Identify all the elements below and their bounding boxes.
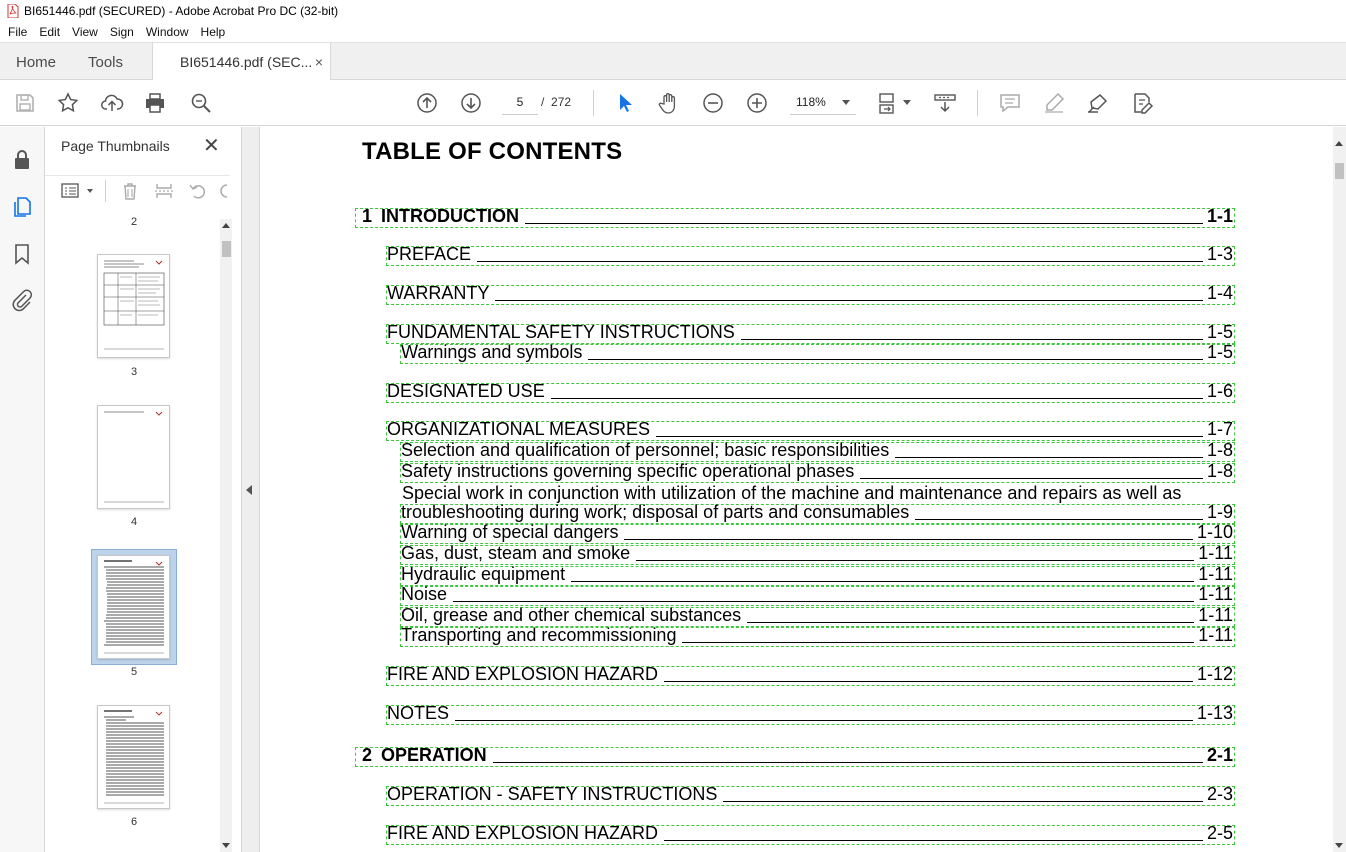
toc-leader-line [453, 601, 1194, 602]
panel-close-icon[interactable]: ✕ [203, 135, 220, 157]
tab-document[interactable] [152, 43, 331, 81]
toc-entry-title: FUNDAMENTAL SAFETY INSTRUCTIONS [387, 322, 735, 342]
toc-entry-title: PREFACE [387, 244, 472, 264]
title-bar [0, 0, 1346, 22]
page-count [541, 95, 571, 109]
toc-page-number: 1-11 [1198, 584, 1233, 604]
toc-leader-line [495, 300, 1203, 301]
menu-bar [0, 22, 1346, 42]
zoom-out-icon[interactable] [701, 91, 725, 115]
toc-entry-title: Gas, dust, steam and smoke [401, 543, 631, 563]
zoom-in-icon[interactable] [745, 91, 769, 115]
toc-page-number: 1-8 [1206, 440, 1233, 460]
toc-page-number: 1-6 [1206, 381, 1233, 401]
extract-page-icon[interactable] [154, 181, 174, 201]
thumbnail-preview [98, 406, 169, 508]
upload-cloud-icon[interactable] [100, 91, 124, 115]
thumbnail-page-label: 6 [130, 816, 138, 828]
toc-page-number: 1-7 [1206, 419, 1233, 439]
toc-entry-title-continued: Special work in conjunction with utilization of the machine and maintenance and repairs as well as [402, 483, 1182, 503]
toc-entry[interactable] [386, 246, 1235, 266]
toc-page-number: 1-11 [1198, 625, 1233, 645]
scroll-up-icon[interactable] [222, 223, 230, 228]
toc-entry[interactable] [400, 586, 1235, 606]
scroll-mode-icon[interactable] [933, 91, 957, 115]
document-heading: TABLE OF CONTENTS [362, 138, 623, 165]
toc-entry-title: WARRANTY [387, 283, 490, 303]
toc-entry[interactable] [400, 566, 1235, 586]
options-menu-icon[interactable] [61, 181, 83, 201]
toc-entry-title: Selection and qualification of personnel; basic responsibilities [401, 440, 890, 460]
toc-leader-line [656, 436, 1203, 437]
rotate-right-icon[interactable] [219, 181, 230, 201]
scroll-down-icon[interactable] [222, 843, 230, 848]
thumbnail-preview [98, 706, 169, 808]
toolbar-divider [593, 90, 594, 116]
toc-entry[interactable] [400, 545, 1235, 565]
page-separator: / [541, 95, 545, 109]
scroll-up-icon[interactable] [1335, 141, 1343, 146]
left-navigation-rail [0, 127, 45, 852]
previous-page-icon[interactable] [415, 91, 439, 115]
toc-leader-line [493, 762, 1203, 763]
toc-entry-title: DESIGNATED USE [387, 381, 545, 401]
delete-page-icon[interactable] [120, 181, 140, 201]
toc-entry[interactable] [400, 627, 1235, 647]
options-dropdown-icon[interactable] [87, 189, 93, 193]
toc-chapter-number: 1 [362, 206, 373, 226]
toc-entry-title: Noise [401, 584, 448, 604]
toc-leader-line [525, 223, 1203, 224]
thumbnail-page-label: 5 [130, 666, 138, 678]
panel-collapse-handle[interactable] [242, 127, 260, 852]
toc-page-number: 1-1 [1206, 206, 1233, 226]
tab-document-label: BI651446.pdf (SEC... [180, 54, 313, 70]
thumbnail-page-label: 3 [130, 366, 138, 378]
attachments-paperclip-icon[interactable] [10, 288, 34, 312]
toc-leader-line [624, 539, 1193, 540]
save-icon[interactable] [13, 91, 37, 115]
toc-entry[interactable] [386, 666, 1235, 686]
pdf-app-icon [7, 4, 19, 18]
page-number-input[interactable]: 5 [502, 91, 538, 115]
toc-entry-title: FIRE AND EXPLOSION HAZARD [387, 664, 659, 684]
toc-entry[interactable] [386, 705, 1235, 725]
comment-icon[interactable] [998, 91, 1022, 115]
document-view[interactable] [260, 127, 1333, 852]
toc-page-number: 2-1 [1206, 745, 1233, 765]
toc-leader-line [723, 801, 1203, 802]
print-icon[interactable] [143, 91, 167, 115]
toc-leader-line [895, 457, 1203, 458]
toc-entry[interactable] [400, 463, 1235, 483]
toc-leader-line [636, 560, 1194, 561]
thumbnail-page-label: 2 [130, 216, 138, 228]
tab-bar [0, 42, 1346, 80]
toc-entry-title: troubleshooting during work; disposal of parts and consumables [401, 502, 910, 522]
select-cursor-icon[interactable] [613, 91, 637, 115]
next-page-icon[interactable] [459, 91, 483, 115]
toc-entry-title: NOTES [387, 703, 450, 723]
page-thumbnail[interactable] [97, 405, 170, 509]
toc-leader-line [860, 478, 1203, 479]
toc-entry[interactable] [386, 421, 1235, 441]
toc-entry[interactable] [400, 442, 1235, 462]
toc-entry[interactable] [386, 786, 1235, 806]
toc-entry-title: Warning of special dangers [401, 522, 619, 542]
toc-page-number: 1-11 [1198, 564, 1233, 584]
toc-leader-line [915, 519, 1203, 520]
toc-entry-title: Oil, grease and other chemical substances [401, 605, 742, 625]
toc-page-number: 1-11 [1198, 543, 1233, 563]
window-title: BI651446.pdf (SECURED) - Adobe Acrobat Pro DC (32-bit) [24, 4, 339, 18]
toc-leader-line [455, 720, 1193, 721]
zoom-level-value: 118% [796, 95, 826, 109]
toc-entry[interactable] [355, 208, 1235, 228]
toc-page-number: 1-9 [1206, 502, 1233, 522]
toc-leader-line [682, 642, 1194, 643]
toc-page-number: 1-8 [1206, 461, 1233, 481]
scrollbar-thumb[interactable] [1335, 163, 1344, 179]
tab-tools[interactable]: Tools [88, 53, 124, 71]
toc-entry[interactable] [400, 344, 1235, 364]
bookmarks-icon[interactable] [10, 242, 34, 266]
hand-tool-icon[interactable] [657, 91, 681, 115]
toc-page-number: 2-5 [1206, 823, 1233, 843]
toc-entry-title: OPERATION - SAFETY INSTRUCTIONS [387, 784, 718, 804]
collapse-arrow-icon [246, 485, 252, 495]
toc-leader-line [571, 581, 1194, 582]
toc-entry-title: Hydraulic equipment [401, 564, 566, 584]
page-thumbnail[interactable] [97, 705, 170, 809]
page-fit-icon[interactable] [876, 91, 900, 115]
page-fit-dropdown-icon[interactable] [903, 100, 911, 105]
sign-pen-icon[interactable] [1086, 91, 1110, 115]
edit-document-icon[interactable] [1130, 91, 1154, 115]
toc-entry[interactable] [386, 383, 1235, 403]
thumbnail-preview [98, 255, 169, 357]
page-thumbnail-selected[interactable] [97, 555, 170, 659]
toc-entry[interactable] [386, 324, 1235, 344]
toc-entry-title: Safety instructions governing specific operational phases [401, 461, 855, 481]
toc-page-number: 1-10 [1196, 522, 1233, 542]
scroll-down-icon[interactable] [1335, 843, 1343, 848]
panel-title: Page Thumbnails [61, 138, 170, 154]
toc-entry[interactable] [386, 825, 1235, 845]
toc-page-number: 1-13 [1196, 703, 1233, 723]
toc-leader-line [741, 339, 1203, 340]
tab-home[interactable]: Home [16, 53, 57, 71]
chevron-down-icon [842, 100, 850, 105]
toc-entry-title: FIRE AND EXPLOSION HAZARD [387, 823, 659, 843]
toc-leader-line [588, 359, 1203, 360]
toc-page-number: 1-4 [1206, 283, 1233, 303]
panel-toolbar [45, 175, 230, 205]
lock-icon[interactable] [10, 148, 34, 172]
toc-page-number: 1-11 [1198, 605, 1233, 625]
toc-entry[interactable] [400, 524, 1235, 544]
page-thumbnail[interactable] [97, 254, 170, 358]
thumbnail-scrollbar[interactable] [220, 219, 232, 852]
thumbnail-preview [98, 556, 169, 658]
menu-view[interactable]: View [72, 25, 98, 39]
page-thumbnails-panel [45, 127, 242, 852]
toc-entry-title: ORGANIZATIONAL MEASURES [387, 419, 651, 439]
toc-leader-line [551, 398, 1203, 399]
toc-page-number: 2-3 [1206, 784, 1233, 804]
panel-divider [105, 180, 106, 202]
thumbnail-page-label: 4 [130, 516, 138, 528]
total-pages: 272 [551, 95, 572, 109]
rotate-left-icon[interactable] [188, 181, 208, 201]
toc-page-number: 1-5 [1206, 322, 1233, 342]
search-zoom-icon[interactable] [189, 91, 213, 115]
toc-entry-title: Transporting and recommissioning [401, 625, 677, 645]
document-scrollbar[interactable] [1333, 127, 1346, 852]
toc-leader-line [477, 261, 1203, 262]
highlight-pen-icon[interactable] [1042, 91, 1066, 115]
toc-page-number: 1-3 [1206, 244, 1233, 264]
page-thumbnails-icon[interactable] [10, 195, 34, 219]
toc-entry[interactable] [400, 607, 1235, 627]
scrollbar-thumb[interactable] [222, 241, 231, 257]
menu-file[interactable]: File [8, 25, 28, 39]
toc-leader-line [664, 840, 1203, 841]
toc-page-number: 1-12 [1196, 664, 1233, 684]
toc-page-number: 1-5 [1206, 342, 1233, 362]
toc-entry[interactable] [355, 747, 1235, 767]
toc-chapter-number: 2 [362, 745, 373, 765]
toc-entry-title: INTRODUCTION [381, 206, 519, 226]
menu-window[interactable]: Window [145, 25, 189, 39]
tab-close-icon[interactable]: × [314, 54, 323, 70]
menu-edit[interactable]: Edit [39, 25, 61, 39]
toc-entry-title: Warnings and symbols [401, 342, 583, 362]
toc-entry[interactable] [400, 504, 1235, 524]
toc-entry[interactable] [386, 285, 1235, 305]
toc-entry-title: OPERATION [381, 745, 487, 765]
zoom-level-select[interactable] [790, 91, 856, 115]
toc-leader-line [747, 622, 1194, 623]
menu-help[interactable]: Help [200, 25, 226, 39]
bookmark-star-icon[interactable] [56, 91, 80, 115]
toolbar-divider [977, 90, 978, 116]
toc-leader-line [664, 681, 1193, 682]
menu-sign[interactable]: Sign [109, 25, 134, 39]
